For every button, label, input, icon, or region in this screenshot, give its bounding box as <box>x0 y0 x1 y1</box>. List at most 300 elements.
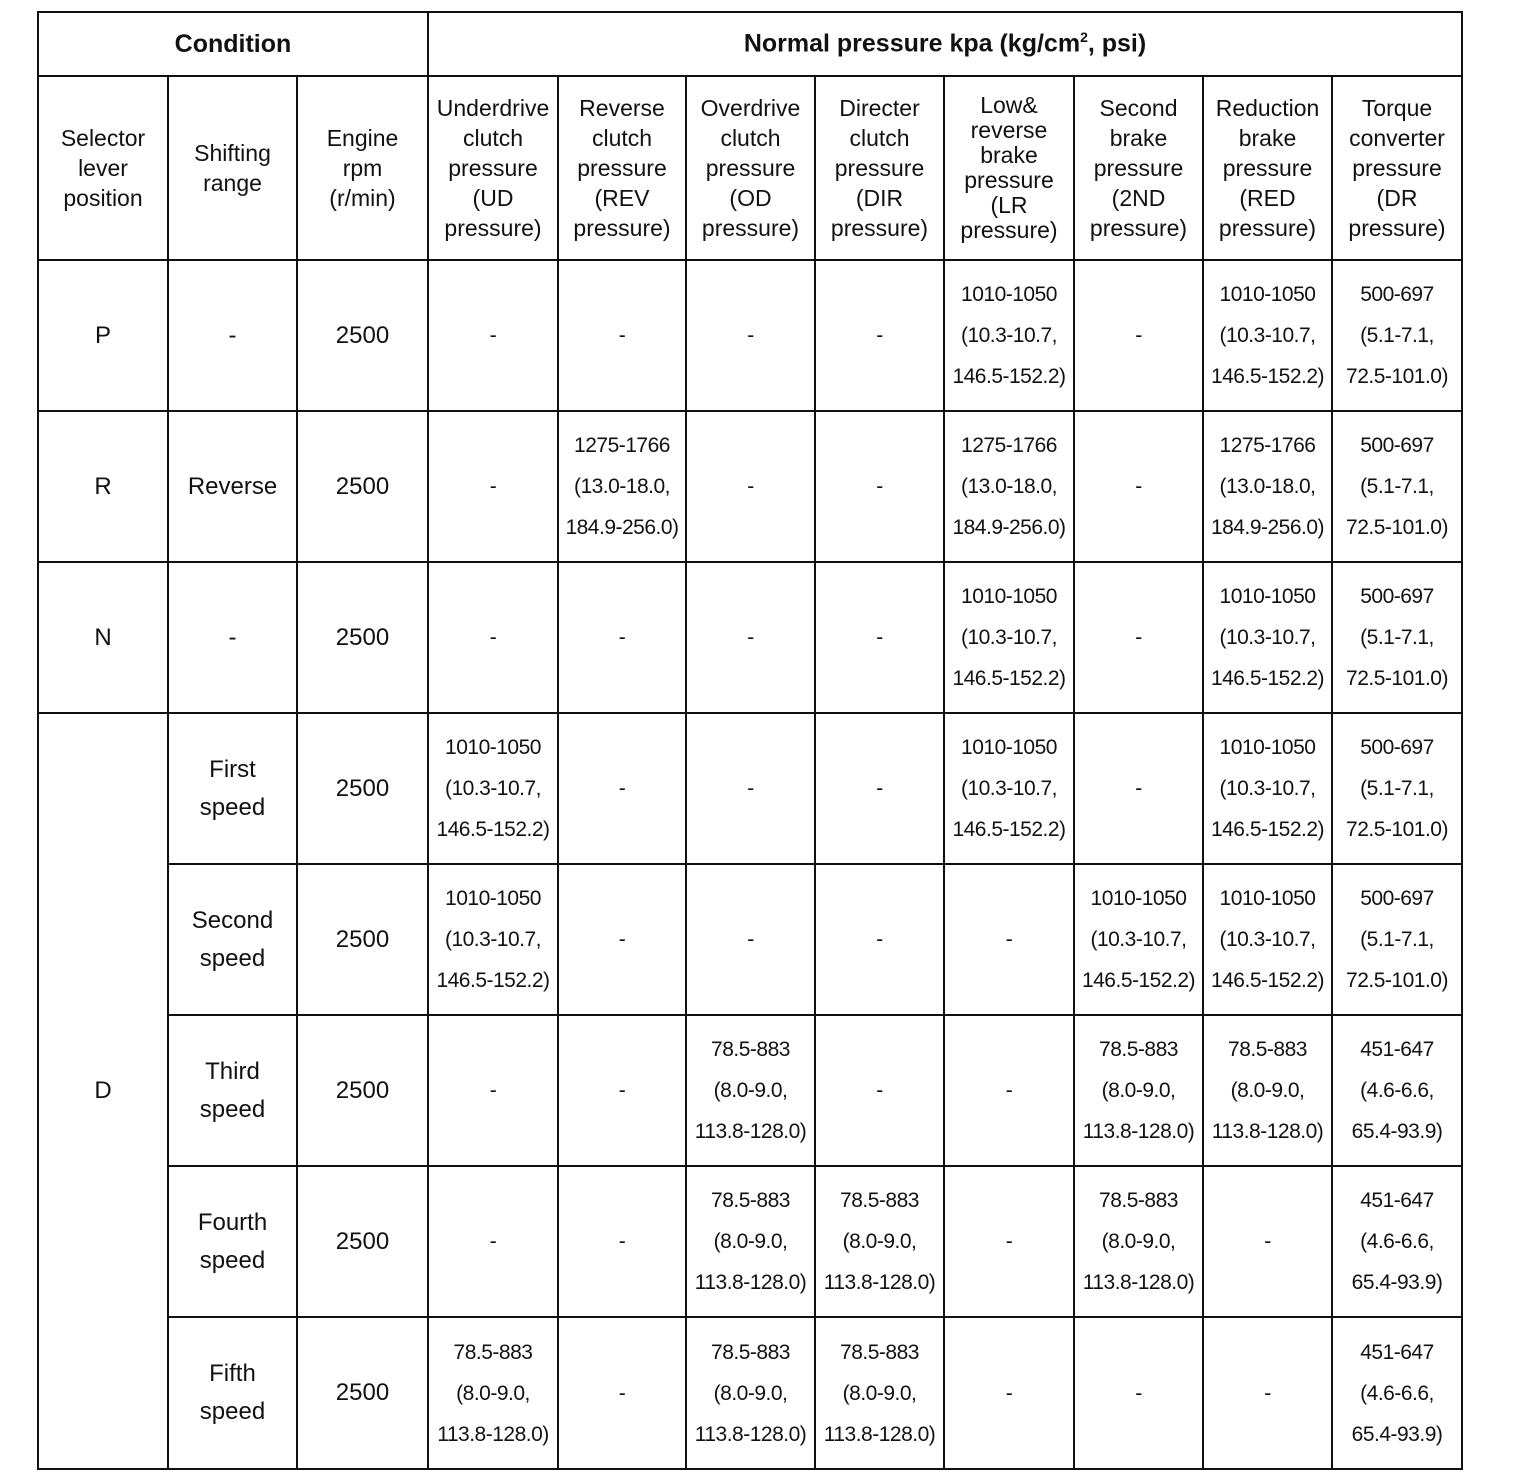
shifting-range-text <box>198 1204 267 1280</box>
pressure-value-cell <box>1074 260 1203 411</box>
text-line: (8.0-9.0, <box>842 1230 917 1253</box>
table-row <box>38 713 1462 864</box>
pressure-value-cell <box>1332 1317 1462 1469</box>
pressure-value-text <box>1006 919 1013 960</box>
pressure-value-cell <box>558 562 686 713</box>
pressure-value-text <box>490 617 497 658</box>
shifting-range-text <box>229 317 237 355</box>
pressure-value-text <box>1346 274 1448 397</box>
text-line: Overdrive <box>700 95 801 121</box>
pressure-value-text <box>747 466 754 507</box>
column-header-second-brake-pressure <box>1074 76 1203 260</box>
text-line: 146.5-152.2) <box>952 667 1066 690</box>
pressure-value-text <box>619 768 626 809</box>
pressure-value-cell <box>428 411 558 562</box>
text-line: 78.5-883 <box>711 1189 790 1212</box>
shifting-range-cell <box>168 411 297 562</box>
pressure-value-cell <box>428 260 558 411</box>
text-line: - <box>1005 1079 1013 1102</box>
pressure-value-text <box>1346 576 1448 699</box>
text-line: 1275-1766 <box>1219 434 1316 457</box>
table-row <box>38 1317 1462 1469</box>
pressure-value-text <box>1264 1373 1271 1414</box>
text-line: 1010-1050 <box>961 585 1057 608</box>
text-line: - <box>1264 1381 1271 1405</box>
group-header-row <box>38 12 1462 76</box>
pressure-value-cell <box>1203 1317 1332 1469</box>
text-line: 113.8-128.0) <box>437 1422 549 1446</box>
text-line: pressure) <box>1348 215 1446 241</box>
text-line: First <box>209 755 256 783</box>
text-line: pressure <box>1222 155 1313 181</box>
pressure-value-cell <box>1074 562 1203 713</box>
text-line: 65.4-93.9) <box>1351 1120 1443 1143</box>
text-line: (4.6-6.6, <box>1360 1381 1434 1405</box>
pressure-value-text <box>876 466 883 507</box>
pressure-value-cell <box>815 411 944 562</box>
text-line: converter <box>1349 125 1445 151</box>
text-line: 1010-1050 <box>961 283 1057 306</box>
text-line: 65.4-93.9) <box>1351 1271 1443 1294</box>
text-line: (10.3-10.7, <box>960 626 1058 649</box>
text-line: (10.3-10.7, <box>1219 324 1316 347</box>
pressure-value-text <box>952 425 1065 548</box>
pressure-value-text <box>747 617 754 658</box>
text-line: clutch <box>849 125 910 151</box>
pressure-value-text <box>1211 425 1324 548</box>
text-line: - <box>747 324 754 347</box>
pressure-value-text <box>490 466 497 507</box>
pressure-value-cell <box>1074 1166 1203 1317</box>
text-line: (LR <box>990 192 1028 218</box>
column-header-selector-lever-position <box>38 76 168 260</box>
pressure-value-cell <box>815 1015 944 1166</box>
pressure-value-text <box>1352 1180 1443 1303</box>
text-line: speed <box>199 1398 266 1425</box>
pressure-value-cell <box>1332 864 1462 1015</box>
text-line: (10.3-10.7, <box>444 777 542 800</box>
text-line: 146.5-152.2) <box>1210 818 1325 841</box>
text-line: Reduction <box>1215 95 1320 121</box>
pressure-value-cell <box>1332 713 1462 864</box>
text-line: 65.4-93.9) <box>1351 1422 1443 1446</box>
text-line: (8.0-9.0, <box>456 1381 530 1405</box>
engine-rpm-cell: 2500 <box>297 1166 428 1317</box>
text-line: 146.5-152.2) <box>1210 667 1325 690</box>
shifting-range-cell <box>168 864 297 1015</box>
text-line: - <box>228 321 237 349</box>
pressure-value-text <box>1352 1029 1443 1152</box>
text-line: - <box>1135 777 1142 800</box>
text-line: (5.1-7.1, <box>1360 475 1434 498</box>
shifting-range-cell <box>168 562 297 713</box>
pressure-value-text <box>1212 1029 1324 1152</box>
text-line: - <box>876 1079 883 1102</box>
text-line: pressure <box>834 155 925 181</box>
text-line: 113.8-128.0) <box>823 1422 936 1446</box>
column-header-text <box>61 123 145 213</box>
text-line: (4.6-6.6, <box>1360 1230 1434 1253</box>
pressure-value-text <box>747 315 754 356</box>
pressure-value-cell <box>1203 411 1332 562</box>
text-line: 146.5-152.2) <box>436 969 550 992</box>
pressure-value-text <box>824 1332 936 1455</box>
text-line: (DR <box>1376 185 1418 211</box>
text-line: 72.5-101.0) <box>1346 969 1448 992</box>
pressure-value-cell <box>686 1015 815 1166</box>
text-line: - <box>1005 928 1013 951</box>
pressure-value-cell <box>815 864 944 1015</box>
pressure-value-text <box>824 1180 936 1303</box>
pressure-value-text <box>1135 315 1142 356</box>
pressure-value-text <box>876 315 883 356</box>
pressure-value-cell <box>558 1166 686 1317</box>
pressure-value-cell <box>1203 713 1332 864</box>
shifting-range-text <box>188 468 277 506</box>
text-line: 78.5-883 <box>840 1340 919 1364</box>
text-line: pressure <box>577 155 667 181</box>
text-line: (8.0-9.0, <box>1230 1079 1305 1102</box>
pressure-value-cell <box>686 260 815 411</box>
pressure-value-cell <box>558 1317 686 1469</box>
pressure-value-text <box>490 315 497 356</box>
pressure-value-text <box>876 1070 883 1111</box>
text-line: (8.0-9.0, <box>842 1381 917 1405</box>
superscript-2: 2 <box>1080 29 1088 46</box>
text-line: 146.5-152.2) <box>952 818 1066 841</box>
table-row <box>38 411 1462 562</box>
engine-rpm-cell: 2500 <box>297 562 428 713</box>
column-header-shifting-range <box>168 76 297 260</box>
pressure-value-text <box>1083 1180 1195 1303</box>
pressure-value-text <box>1346 727 1448 850</box>
pressure-value-cell <box>944 1015 1074 1166</box>
pressure-value-text <box>1006 1373 1013 1414</box>
column-header-underdrive-clutch-pressure <box>428 76 558 260</box>
pressure-value-cell <box>686 562 815 713</box>
shifting-range-text <box>200 1355 265 1431</box>
normal-pressure-header <box>428 12 1462 76</box>
text-line: pressure <box>1352 155 1442 181</box>
text-line: clutch <box>462 125 524 151</box>
pressure-value-text <box>1135 768 1142 809</box>
text-line: 184.9-256.0) <box>1210 516 1325 539</box>
text-line: 78.5-883 <box>711 1340 790 1364</box>
pressure-value-cell <box>428 1015 558 1166</box>
pressure-value-text <box>619 315 626 356</box>
pressure-value-cell <box>558 713 686 864</box>
shifting-range-text <box>192 902 273 978</box>
pressure-value-cell <box>428 1317 558 1469</box>
text-line: 146.5-152.2) <box>952 365 1066 388</box>
column-header-directer-clutch-pressure <box>815 76 944 260</box>
text-line: speed <box>199 944 266 972</box>
text-line: Second <box>191 906 274 934</box>
pressure-value-cell <box>944 713 1074 864</box>
text-line: - <box>1135 1381 1142 1405</box>
text-line: (5.1-7.1, <box>1360 928 1434 951</box>
text-line: - <box>747 928 754 951</box>
text-line: 78.5-883 <box>711 1038 790 1061</box>
pressure-value-cell <box>1332 1015 1462 1166</box>
shifting-range-cell <box>168 1166 297 1317</box>
pressure-value-text <box>695 1180 807 1303</box>
text-line: 113.8-128.0) <box>1211 1120 1324 1143</box>
column-header-text <box>437 93 550 243</box>
text-line: pressure <box>1093 155 1184 181</box>
text-line: 78.5-883 <box>453 1340 533 1364</box>
pressure-value-text <box>1346 425 1448 548</box>
pressure-value-cell <box>1332 260 1462 411</box>
pressure-value-cell <box>686 864 815 1015</box>
text-line: (10.3-10.7, <box>1219 777 1316 800</box>
pressure-value-text <box>1211 727 1324 850</box>
text-line: 451-647 <box>1360 1189 1434 1212</box>
normal-pressure-header-unit: , psi) <box>1087 29 1147 58</box>
text-line: (13.0-18.0, <box>1219 475 1316 498</box>
pressure-value-cell <box>428 1166 558 1317</box>
shifting-range-text <box>200 1053 265 1129</box>
text-line: - <box>747 626 754 649</box>
text-line: (r/min) <box>329 185 396 211</box>
pressure-value-cell <box>815 562 944 713</box>
text-line: Reverse <box>187 472 278 500</box>
text-line: 78.5-883 <box>1099 1038 1178 1061</box>
text-line: Directer <box>839 95 920 121</box>
pressure-value-cell <box>815 260 944 411</box>
pressure-value-text <box>1135 466 1142 507</box>
pressure-value-cell <box>428 713 558 864</box>
pressure-value-text <box>876 768 883 809</box>
pressure-value-text <box>619 617 626 658</box>
pressure-value-text <box>952 274 1065 397</box>
text-line: - <box>1005 1230 1013 1253</box>
text-line: 146.5-152.2) <box>436 818 550 841</box>
text-line: 1275-1766 <box>961 434 1057 457</box>
text-line: (10.3-10.7, <box>1090 928 1187 951</box>
text-line: 500-697 <box>1360 736 1434 759</box>
text-line: 113.8-128.0) <box>1082 1120 1195 1143</box>
engine-rpm-cell: 2500 <box>297 864 428 1015</box>
table-body <box>38 12 1462 1469</box>
text-line: 78.5-883 <box>1099 1189 1178 1212</box>
text-line: 1010-1050 <box>1090 887 1187 910</box>
column-header-text <box>701 93 801 243</box>
text-line: - <box>747 777 754 800</box>
pressure-value-text <box>1346 878 1448 1001</box>
text-line: - <box>876 324 883 347</box>
text-line: reverse <box>970 117 1048 143</box>
text-line: (10.3-10.7, <box>1219 928 1316 951</box>
shifting-range-cell <box>168 1317 297 1469</box>
text-line: 184.9-256.0) <box>565 516 679 539</box>
pressure-value-cell <box>1074 864 1203 1015</box>
text-line: clutch <box>591 125 653 151</box>
text-line: rpm <box>342 155 383 181</box>
shifting-range-cell <box>168 260 297 411</box>
text-line: 146.5-152.2) <box>1210 365 1325 388</box>
pressure-value-cell <box>944 1317 1074 1469</box>
pressure-value-text <box>619 919 626 960</box>
pressure-value-text <box>952 576 1065 699</box>
text-line: 113.8-128.0) <box>823 1271 936 1294</box>
text-line: (10.3-10.7, <box>960 324 1058 347</box>
text-line: range <box>203 170 262 196</box>
text-line: lever <box>78 155 128 181</box>
text-line: 146.5-152.2) <box>1210 969 1325 992</box>
text-line: 72.5-101.0) <box>1346 818 1448 841</box>
text-line: 500-697 <box>1360 585 1434 608</box>
pressure-value-cell <box>815 1166 944 1317</box>
pressure-value-cell <box>686 411 815 562</box>
text-line: - <box>618 626 626 649</box>
text-line: 146.5-152.2) <box>1081 969 1196 992</box>
text-line: (UD <box>472 185 514 211</box>
text-line: - <box>1264 1230 1271 1253</box>
pressure-value-text <box>1211 878 1324 1001</box>
text-line: (RED <box>1239 185 1296 211</box>
text-line: position <box>63 185 143 211</box>
pressure-value-cell <box>686 1317 815 1469</box>
pressure-value-text <box>1135 617 1142 658</box>
text-line: pressure) <box>960 217 1058 243</box>
shifting-range-text <box>229 619 237 657</box>
pressure-value-text <box>1264 1221 1271 1262</box>
text-line: - <box>618 928 626 951</box>
selector-position-cell: D <box>38 713 168 1469</box>
pressure-value-cell <box>944 260 1074 411</box>
text-line: (OD <box>729 185 772 211</box>
pressure-value-cell <box>1074 713 1203 864</box>
column-header-reverse-clutch-pressure <box>558 76 686 260</box>
column-header-engine-rpm <box>297 76 428 260</box>
text-line: (REV <box>594 185 650 211</box>
pressure-value-text <box>876 617 883 658</box>
table-row <box>38 260 1462 411</box>
engine-rpm-cell: 2500 <box>297 1015 428 1166</box>
pressure-value-cell <box>1203 1015 1332 1166</box>
condition-header: Condition <box>38 12 428 76</box>
column-header-text <box>1216 93 1320 243</box>
pressure-value-cell <box>1332 411 1462 562</box>
text-line: 1010-1050 <box>1219 585 1316 608</box>
shifting-range-cell <box>168 1015 297 1166</box>
pressure-value-cell <box>944 411 1074 562</box>
pressure-value-cell <box>1203 260 1332 411</box>
text-line: Engine <box>326 125 399 151</box>
column-header-text <box>960 93 1057 243</box>
text-line: 1010-1050 <box>961 736 1057 759</box>
text-line: (5.1-7.1, <box>1360 324 1434 347</box>
text-line: 113.8-128.0) <box>694 1120 807 1143</box>
text-line: (5.1-7.1, <box>1360 626 1434 649</box>
text-line: - <box>489 1230 497 1253</box>
pressure-value-text <box>490 1070 497 1111</box>
pressure-value-text <box>876 919 883 960</box>
column-header-torque-converter-pressure <box>1332 76 1462 260</box>
text-line: - <box>618 777 626 800</box>
pressure-value-cell <box>428 562 558 713</box>
pressure-value-cell <box>1203 864 1332 1015</box>
pressure-value-cell <box>1074 1015 1203 1166</box>
text-line: 1010-1050 <box>445 887 541 910</box>
text-line: (10.3-10.7, <box>1219 626 1316 649</box>
text-line: Second <box>1099 95 1178 121</box>
pressure-value-text <box>952 727 1065 850</box>
column-header-overdrive-clutch-pressure <box>686 76 815 260</box>
text-line: 78.5-883 <box>840 1189 919 1212</box>
text-line: - <box>876 475 883 498</box>
pressure-value-text <box>1006 1070 1013 1111</box>
text-line: pressure) <box>1218 215 1317 241</box>
text-line: 184.9-256.0) <box>952 516 1066 539</box>
selector-position-cell: R <box>38 411 168 562</box>
pressure-value-text <box>695 1332 807 1455</box>
text-line: Third <box>205 1057 260 1085</box>
text-line: - <box>876 626 883 649</box>
pressure-value-cell <box>558 260 686 411</box>
pressure-value-cell <box>1332 1166 1462 1317</box>
text-line: (8.0-9.0, <box>713 1381 788 1405</box>
pressure-value-text <box>619 1373 626 1414</box>
pressure-value-cell <box>686 713 815 864</box>
column-header-text <box>831 93 928 243</box>
text-line: 72.5-101.0) <box>1346 365 1448 388</box>
text-line: Underdrive <box>436 95 550 121</box>
text-line: (8.0-9.0, <box>1101 1230 1176 1253</box>
text-line: pressure <box>448 155 538 181</box>
pressure-value-cell <box>558 864 686 1015</box>
text-line: (5.1-7.1, <box>1360 777 1434 800</box>
text-line: pressure) <box>573 215 671 241</box>
table-row <box>38 864 1462 1015</box>
pressure-value-cell <box>1203 562 1332 713</box>
text-line: 113.8-128.0) <box>694 1271 807 1294</box>
text-line: 500-697 <box>1360 434 1434 457</box>
pressure-value-cell <box>1074 1317 1203 1469</box>
text-line: Selector <box>60 125 146 151</box>
text-line: 500-697 <box>1360 283 1434 306</box>
text-line: - <box>618 1381 626 1405</box>
pressure-value-text <box>1211 274 1324 397</box>
text-line: 72.5-101.0) <box>1346 516 1448 539</box>
pressure-value-cell <box>558 411 686 562</box>
pressure-value-text <box>619 1070 626 1111</box>
text-line: pressure) <box>701 215 800 241</box>
text-line: speed <box>199 1095 266 1123</box>
text-line: clutch <box>720 125 781 151</box>
pressure-value-cell <box>944 864 1074 1015</box>
table-row <box>38 562 1462 713</box>
pressure-value-cell <box>1332 562 1462 713</box>
text-line: - <box>489 626 497 649</box>
pressure-value-text <box>437 1332 549 1455</box>
text-line: - <box>489 475 497 498</box>
text-line: - <box>618 1079 626 1102</box>
text-line: (10.3-10.7, <box>444 928 542 951</box>
text-line: (8.0-9.0, <box>713 1230 788 1253</box>
text-line: speed <box>199 793 266 821</box>
text-line: Shifting <box>194 140 271 166</box>
text-line: pressure <box>705 155 796 181</box>
selector-position-cell: P <box>38 260 168 411</box>
text-line: brake <box>1109 125 1168 151</box>
text-line: Fifth <box>209 1360 256 1387</box>
table-row <box>38 1015 1462 1166</box>
text-line: 1010-1050 <box>445 736 541 759</box>
text-line: - <box>1135 324 1142 347</box>
pressure-value-text <box>695 1029 807 1152</box>
